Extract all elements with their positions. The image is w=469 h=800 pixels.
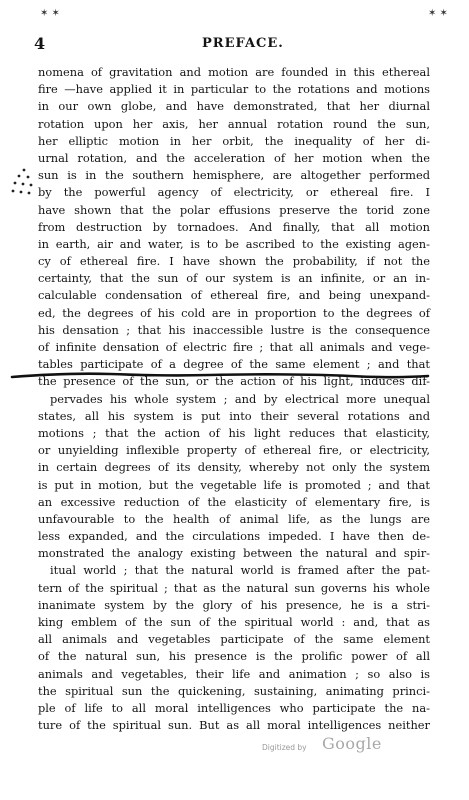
text-line: in certain degrees of its density, whereby not only the system bbox=[38, 460, 430, 475]
text-line: ed, the degrees of his cold are in proportion to the degrees of bbox=[38, 305, 430, 320]
text-line: pervades his whole system ; and by electrical more unequal bbox=[50, 391, 430, 406]
page-header bbox=[34, 34, 414, 54]
margin-dots-mark bbox=[10, 166, 34, 196]
text-line: less expanded, and the circulations impeded. I have then de- bbox=[38, 529, 430, 544]
google-logo-text: Google bbox=[322, 734, 382, 753]
text-line: monstrated the analogy existing between the natural and spir- bbox=[38, 546, 430, 561]
text-line: his densation ; that his inaccessible lustre is the consequence bbox=[38, 322, 430, 337]
text-line: inanimate system by the glory of his presence, he is a stri- bbox=[38, 597, 430, 612]
top-margin-marks-right: ✶ ✶ bbox=[428, 8, 448, 19]
page-number: 4 bbox=[34, 34, 46, 53]
ink-strike-mark bbox=[10, 368, 430, 382]
digitized-watermark bbox=[262, 736, 402, 758]
text-line: or unyielding inflexible property of ethereal fire, or electricity, bbox=[38, 443, 430, 458]
text-line: king emblem of the sun of the spiritual world : and, that as bbox=[38, 615, 430, 629]
text-line: in earth, air and water, is to be ascribed to the existing agen- bbox=[38, 236, 430, 251]
text-line: fire —have applied it in particular to the rotations and motions bbox=[38, 82, 430, 97]
text-line: an excessive reduction of the elasticity of elementary fire, is bbox=[38, 494, 430, 509]
text-line: of infinite densation of electric fire ; that all animals and vege- bbox=[38, 340, 430, 354]
text-line: states, all his system is put into their several rotations and bbox=[38, 408, 430, 423]
text-line: ple of life to all moral intelligences who participate the na- bbox=[38, 700, 430, 715]
text-line: the spiritual sun the quickening, sustaining, animating princi- bbox=[38, 683, 430, 698]
text-line: the presence of the sun, or the action of his light, induces dif- bbox=[38, 374, 430, 389]
text-line: all animals and vegetables participate of the same element bbox=[38, 632, 430, 647]
text-line: by the powerful agency of electricity, or ethereal fire. I bbox=[38, 185, 430, 200]
text-line: urnal rotation, and the acceleration of her motion when the bbox=[38, 150, 430, 165]
text-line: calculable condensation of ethereal fire, and being unexpand- bbox=[38, 288, 430, 303]
body-text bbox=[38, 64, 430, 734]
text-line: have shown that the polar effusions preserve the torid zone bbox=[38, 202, 430, 217]
text-line: itual world ; that the natural world is framed after the pat- bbox=[50, 563, 430, 578]
text-line: in our own globe, and have demonstrated, that her diurnal bbox=[38, 99, 430, 114]
running-head: PREFACE. bbox=[202, 36, 284, 51]
text-line: tables participate of a degree of the same element ; and that bbox=[38, 357, 430, 372]
text-line: certainty, that the sun of our system is an infinite, or an in- bbox=[38, 271, 430, 286]
text-line: from destruction by tornadoes. And finally, that all motion bbox=[38, 219, 430, 234]
text-line: ture of the spiritual sun. But as all moral intelligences neither bbox=[38, 718, 430, 733]
text-line: animals and vegetables, their life and animation ; so also is bbox=[38, 666, 430, 681]
text-line: motions ; that the action of his light reduces that elasticity, bbox=[38, 425, 430, 440]
watermark-prefix: Digitized by bbox=[262, 743, 307, 752]
text-line: rotation upon her axis, her annual rotation round the sun, bbox=[38, 116, 430, 131]
text-line: nomena of gravitation and motion are founded in this ethereal bbox=[38, 65, 430, 79]
text-line: tern of the spiritual ; that as the natural sun governs his whole bbox=[38, 580, 430, 595]
text-line: of the natural sun, his presence is the prolific power of all bbox=[38, 649, 430, 664]
text-line: cy of ethereal fire. I have shown the probability, if not the bbox=[38, 254, 430, 269]
text-line: sun is in the southern hemisphere, are altogether performed bbox=[38, 168, 430, 183]
top-margin-marks-left: ✶ ✶ bbox=[40, 8, 60, 19]
text-line: unfavourable to the health of animal life, as the lungs are bbox=[38, 511, 430, 526]
text-line: her elliptic motion in her orbit, the inequality of her di- bbox=[38, 133, 430, 148]
text-line: is put in motion, but the vegetable life is promoted ; and that bbox=[38, 477, 430, 492]
